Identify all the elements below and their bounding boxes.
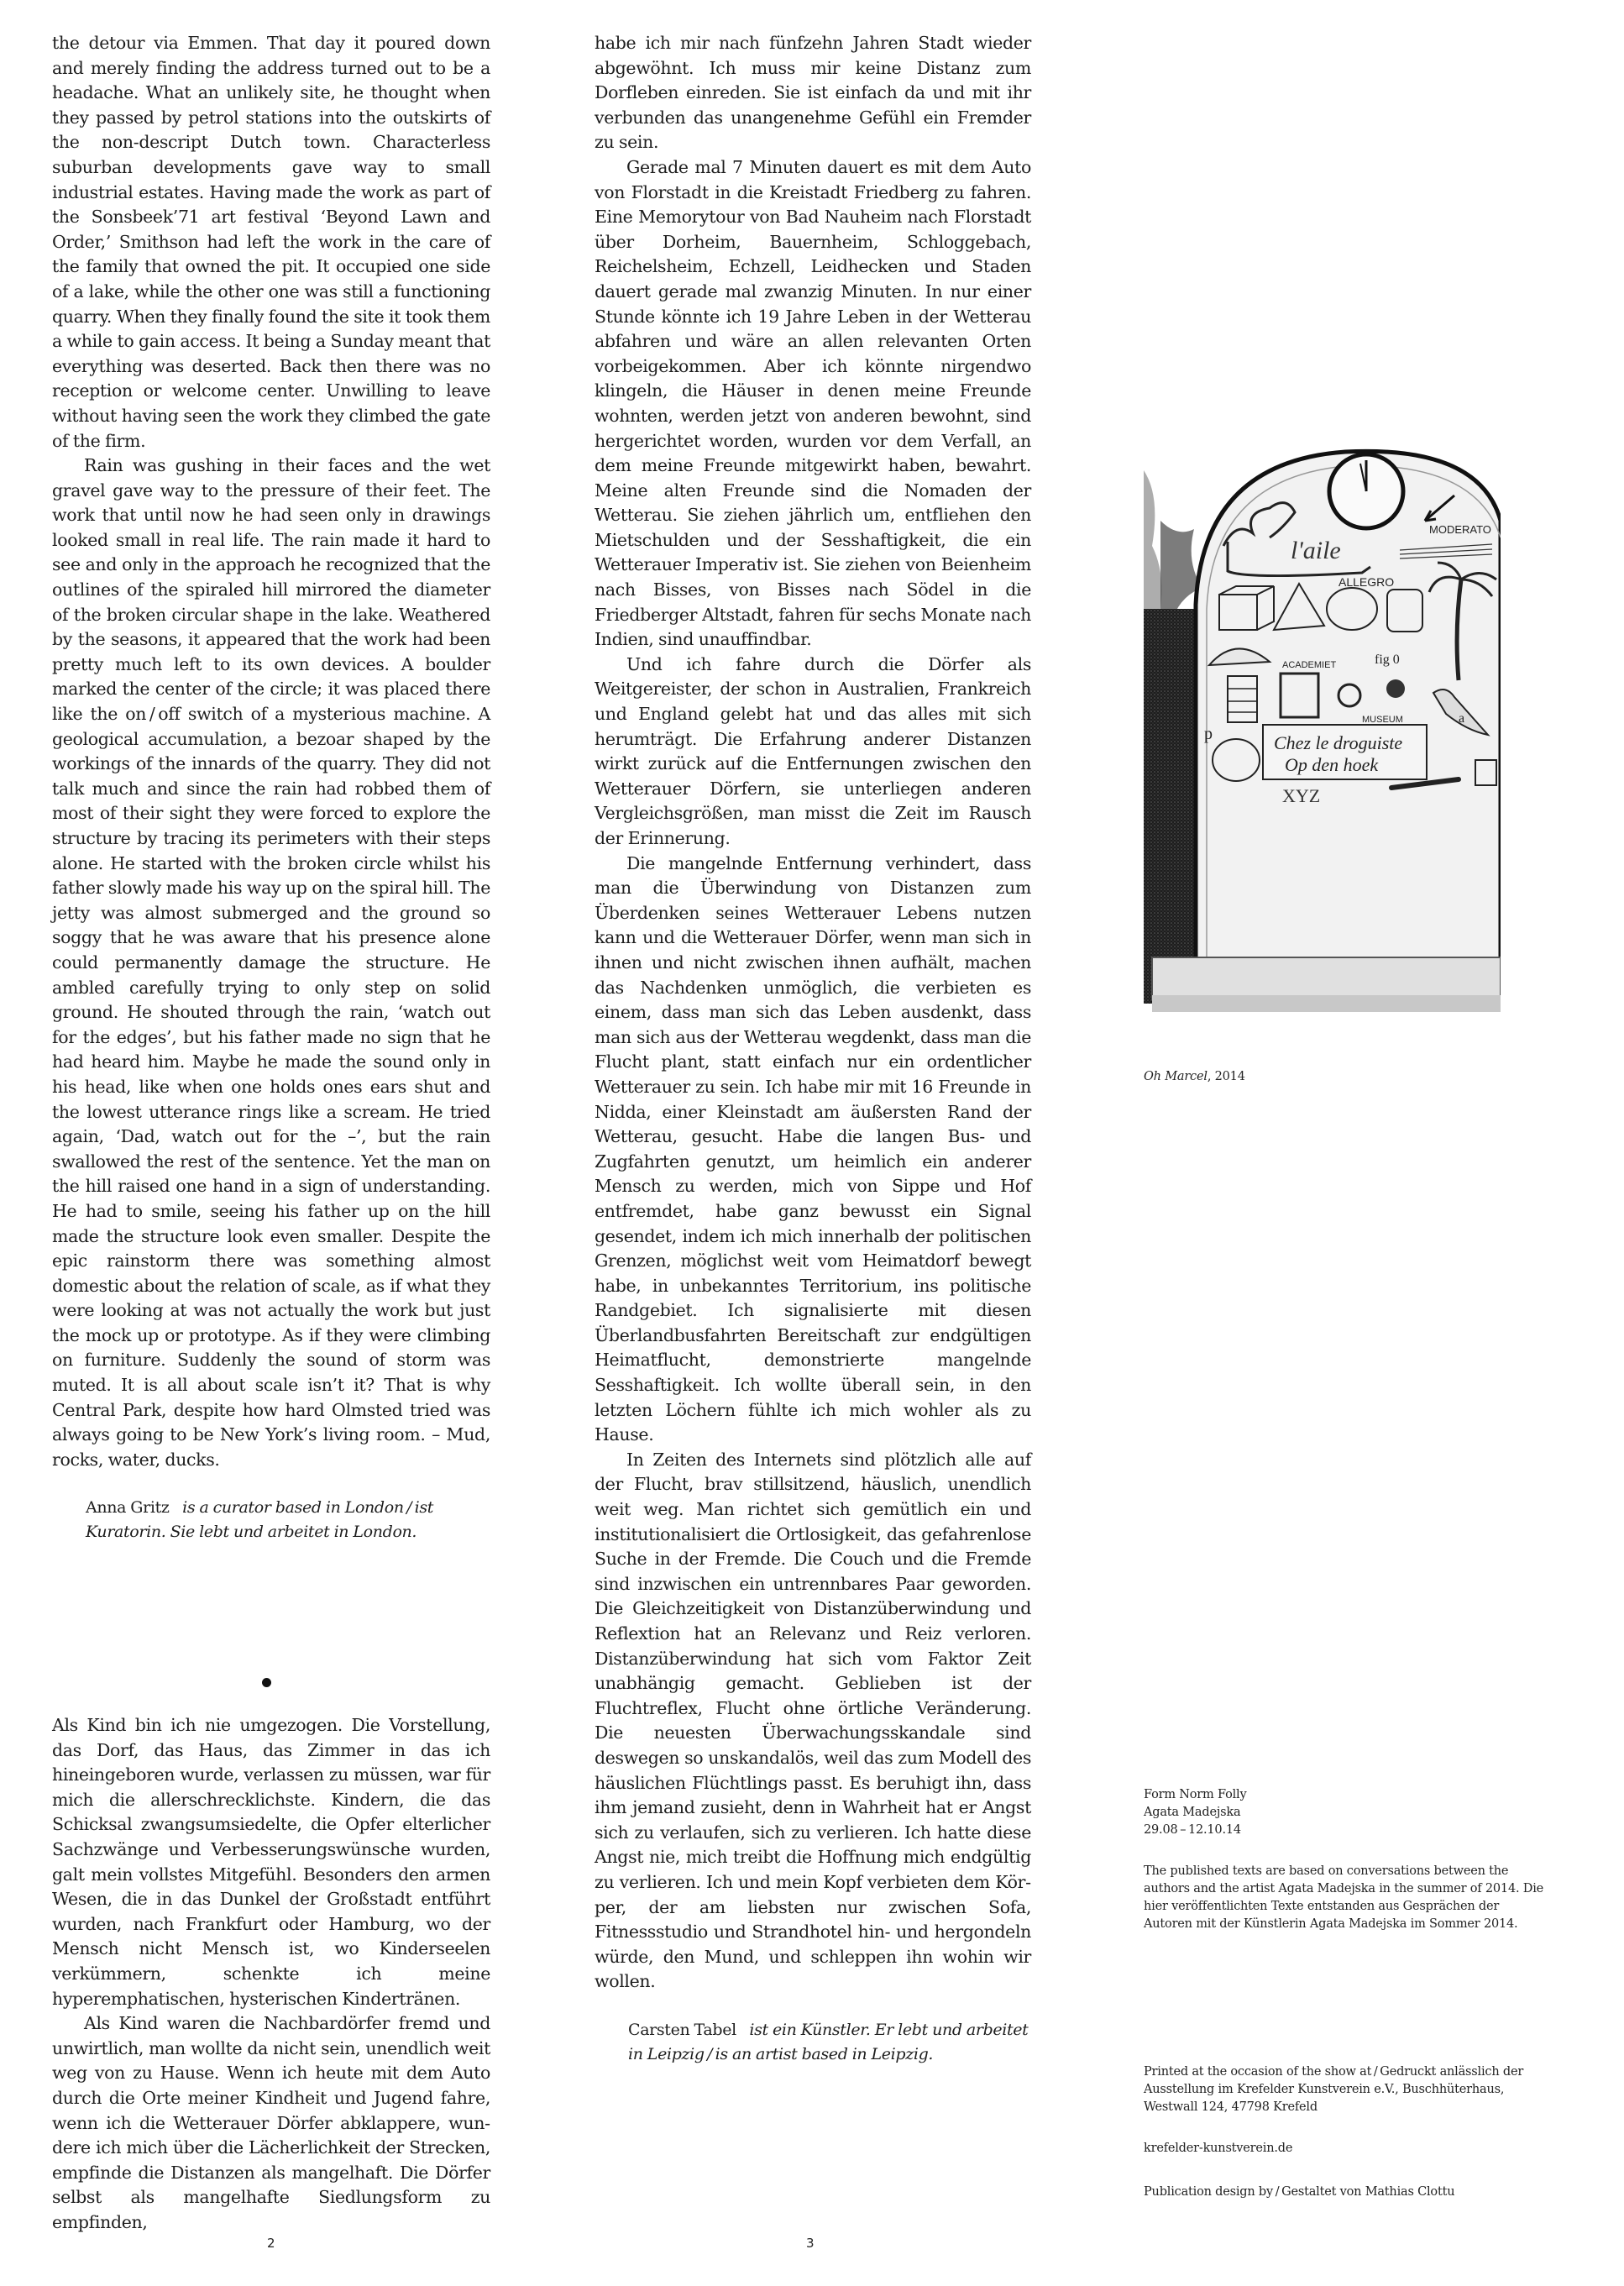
paragraph: Rain was gushing in their faces and the wet gravel gave way to the pressure of their feet. The work that until now he had seen only in drawings looked small in real life. The rain made it hard to see and only in the approach he recognized that the outlines of the spiraled hill mirrored the diameter of the broken circular shape in the lake. Weathered by the seasons, it appeared that the work had been pretty much left to its own devices. A boulder marked the center of the circle; it was placed there like the on / off switch of a mysterious machine. A geological accumulation, a bezoar shaped by the workings of the innards of the quarry. They did not talk much and since the rain had robbed them of most of their sight they were forced to explore the structure by tracing its perimeters with their steps alone. He started with the broken circle whilst his father slowly made his way up on the spiral hill. The jetty was almost submerged and the ground so soggy that he was aware that his presence alone could permanently damage the structure. He ambled carefully trying to only step on solid ground. He shouted through the rain, ‘watch out for the edges’, but his father made no sign that he had heard him. Maybe he made the sound only in his head, like when one holds ones ears shut and the lowest utterance rings like a scream. He tried again, ‘Dad, watch out for the –’, but the rain swallowed the rest of the sentence. Yet the man on the hill raised one hand in a sign of understanding. He had to smile, seeing his father up on the hill made the structure look even smaller. Despite the epic rainstorm there was something almost domestic about the relation of scale, as if what they were looking at was not actually the work but just the mock up or prototype. As if they were climbing on furniture. Suddenly the sound of storm was muted. It is all about scale isn’t it? That is why Central Park, despite how hard Olmsted tried was always going to be New York’s living room. – Mud, rocks, water, ducks.: [52, 455, 490, 1470]
gravestone-photo: [1144, 445, 1501, 1033]
paragraph: Die mangelnde Entfernung verhindert, dass man die Überwindung von Distanzen zum Überdenken seines Wetterauer Lebens nutzen kann und die Wetterauer Dörfer, wenn man sich in ihnen und nicht zwischen ihnen aufhält, machen das Nachdenken unmöglich, die verbieten es einem, dass man sich das Leben ausdenkt, dass man sich aus der Wetterau wegdenkt, dass man die Flucht plant, statt einfach nur ein ordentlicher Wetterauer zu sein. Ich habe mir mit 16 Freunde in Nidda, einer Kleinstadt am äußersten Rand der Wetterau, gesucht. Habe die langen Bus- und Zugfahrten genutzt, um heimlich ein anderer Mensch zu werden, mich von Sippe und Hof entfremdet, habe ganz bewusst ein Signal gesendet, indem ich mich innerhalb der politischen Grenzen, möglichst weit vom Heimatdorf bewegt habe, in unbekanntes Territorium, ins politische Randgebiet. Ich signalisierte mit diesen Überlandbusfahrten Bereitschaft zur endgültigen Heimatflucht, demonstrierte mangelnde Sesshaftigkeit. Ich wollte überall sein, in den letzten Löchern fühlte ich mich wohler als zu Hause.: [595, 852, 1031, 1445]
page-number: 2: [267, 2236, 275, 2251]
left-page-essay-english: [52, 31, 490, 1544]
svg-text:a: a: [1459, 711, 1465, 726]
svg-text:MUSEUM: MUSEUM: [1362, 715, 1403, 725]
paragraph: habe ich mir nach fünfzehn Jahren Stadt wieder abgewöhnt. Ich muss mir keine Distanz zum Dorfleben einreden. Sie ist einfach da und mit ihr verbunden das unangenehme Gefühl ein Fremder zu sein.: [595, 33, 1031, 153]
website-link[interactable]: krefelder-kunstverein.de: [1144, 2142, 1293, 2155]
bullet-separator-icon: [262, 1678, 271, 1687]
caption-year: , 2014: [1207, 1070, 1245, 1083]
right-page-essay: [595, 31, 1031, 2067]
gravestone-image-icon: [1144, 445, 1501, 1033]
paragraph: Und ich fahre durch die Dörfer als Weitgereister, der schon in Australien, Frankreich und England gelebt hat und das alles mit sich herumträgt. Die Erfahrung anderer Distanzen wirkt zurück auf die Entfernungen zwischen den Wetterauer Dörfern, sie unterliegen anderen Vergleichsgrößen, man misst die Zeit im Rausch der Erinnerung.: [595, 653, 1031, 848]
author-description: ist ein Künstler. Er lebt und arbeitet in Leipzig / is an artist based in Leipzig.: [628, 2020, 1029, 2063]
exhibition-title: Form Norm Folly: [1144, 1788, 1247, 1801]
author-name: Anna Gritz: [86, 1498, 170, 1518]
author-bio: [595, 2018, 1031, 2067]
svg-text:l'aile: l'aile: [1291, 537, 1341, 564]
svg-text:Chez le droguiste: Chez le droguiste: [1274, 732, 1403, 753]
page-number: 3: [806, 2236, 815, 2251]
publication-note: The published texts are based on conversations between the authors and the artist Agata Madejska in the summer of 2014. Die hier veröffentlichten Texte entstanden aus Gesprächen der Autoren mit der Künstlerin Agata Madejska im Sommer 2014.: [1144, 1864, 1544, 1931]
author-description: is a curator based in London / ist Kuratorin. Sie lebt und arbeitet in London.: [86, 1498, 434, 1542]
paragraph: Als Kind waren die Nachbardörfer fremd und unwirtlich, man wollte da nicht sein, unendlich weit weg von zu Hause. Wenn ich heute mit dem Auto durch die Orte meiner Kindheit und Jugend fahre, wenn ich die Wetterauer Dörfer abklappere, wundere ich mich über die Lächerlichkeit der Strecken, empfinde die Distanzen als mangelhaft. Die Dörfer selbst als mangelhafte Siedlungsform zu empfinden,: [52, 2013, 490, 2232]
svg-text:p: p: [1204, 725, 1213, 743]
author-bio: [52, 1496, 490, 1544]
left-page-essay-german: [52, 1713, 490, 2235]
photo-caption: [1144, 1068, 1245, 1086]
paragraph: Gerade mal 7 Minuten dauert es mit dem Auto von Florstadt in die Kreistadt Friedberg zu fahren. Eine Memorytour von Bad Nauheim nach Florstadt über Dorheim, Bauernheim, Schloggebach, Reichelsheim, Echzell, Leidhecken und Staden dauert gerade mal zwanzig Minuten. In nur einer Stunde könnte ich 19 Jahre Leben in der Wetterau abfahren und wäre an allen relevanten Orten vorbeigekommen. Aber ich könnte nirgendwo klingeln, die Häuser in denen meine Freunde wohnten, werden jetzt von anderen bewohnt, sind hergerichtet worden, wurden vor dem Verfall, an dem meine Freunde mitgewirkt haben, bewahrt. Meine alten Freunde sind die Nomaden der Wetterau. Sie ziehen jährlich um, entfliehen den Mietschulden und der Sesshaftigkeit, die ein Wetterauer Imperativ ist. Sie ziehen von Beienheim nach Bisses, von Bisses nach Södel in die Friedberger Altstadt, fahren für sechs Monate nach Indien, sind unauffindbar.: [595, 156, 1031, 650]
svg-text:MODERATO: MODERATO: [1429, 523, 1491, 536]
paragraph: Als Kind bin ich nie umgezogen. Die Vorstellung, das Dorf, das Haus, das Zimmer in das ich hineingeboren wurde, verlassen zu müssen, war für mich die allerschrecklichste. Kindern, die das Schicksal zwangsumsiedelte, die Opfer elterlicher Sachzwänge und Verbesserungswünsche wurden, galt mein vollstes Mitgefühl. Besonders den armen Wesen, die in das Dunkel der Großstadt entführt wurden, nach Frankfurt oder Hamburg, wo der Mensch nicht Mensch ist, wo Kinderseelen verkümmern, schenkte ich meine hyperemphatischen, hysterischen Kindertränen.: [52, 1715, 490, 2009]
caption-title: Oh Marcel: [1144, 1070, 1208, 1083]
exhibition-artist: Agata Madejska: [1144, 1806, 1241, 1819]
paragraph: In Zeiten des Internets sind plötzlich alle auf der Flucht, brav stillsitzend, häuslich, unendlich weit weg. Man richtet sich gemütlich ein und institutionalisiert die Ortlosigkeit, das gefahrenlose Suche in der Fremde. Die Couch und die Fremde sind inzwischen ein untrennbares Paar geworden. Die Gleichzeitigkeit von Distanzüberwindung und Reflextion hat an Relevanz und Reiz verloren. Distanzüberwindung hat sich vom Faktor Zeit unabhängig gemacht. Geblieben ist der Fluchtreflex, Flucht ohne örtliche Veränderung. Die neuesten Überwachungsskandale sind deswegen so unskandalös, weil das zum Modell des häuslichen Flüchtlings passt. Es beruhigt ihn, dass ihm jemand zusieht, denn in Wahrheit hat er Angst sich zu verlaufen, sich zu verlieren. Ich hatte diese Angst nie, mich treibt die Hoffnung mich endgültig zu verlieren. Ich und mein Kopf verbieten dem Körper, der am liebsten nur zwischen Sofa, Fitnessstudio und Strandhotel hin- und hergondeln würde, den Mund, und schleppen ihn wohin wir wollen.: [595, 1449, 1031, 1992]
svg-text:fig 0: fig 0: [1375, 653, 1400, 667]
printed-info: Printed at the occasion of the show at / Gedruckt anlässlich der Ausstellung im Krefelder Kunstverein e.V., Buschhüterhaus, Westwall 124, 47798 Krefeld: [1144, 2065, 1524, 2114]
author-name: Carsten Tabel: [628, 2020, 736, 2039]
paragraph: the detour via Emmen. That day it poured down and merely finding the address turned out to be a headache. What an unlikely site, he thought when they passed by petrol stations into the outskirts of the non-descript Dutch town. Characterless suburban developments gave way to small industrial estates. Having made the work as part of the Sonsbeek’71 art festival ‘Beyond Lawn and Order,’ Smithson had left the work in the care of the family that owned the pit. It occupied one side of a lake, while the other one was still a functioning quarry. When they finally found the site it took them a while to gain access. It being a Sunday meant that everything was deserted. Back then there was no reception or welcome center. Unwilling to leave without having seen the work they climbed the gate of the firm.: [52, 33, 490, 451]
svg-text:Op den hoek: Op den hoek: [1285, 754, 1379, 775]
svg-text:ALLEGRO: ALLEGRO: [1338, 575, 1395, 589]
design-credit: Publication design by / Gestaltet von Mathias Clottu: [1144, 2185, 1455, 2199]
exhibition-dates: 29.08 – 12.10.14: [1144, 1823, 1241, 1837]
exhibition-info: [1144, 1786, 1246, 1839]
svg-text:ACADEMIET: ACADEMIET: [1282, 660, 1337, 670]
svg-text:XYZ: XYZ: [1282, 785, 1321, 806]
